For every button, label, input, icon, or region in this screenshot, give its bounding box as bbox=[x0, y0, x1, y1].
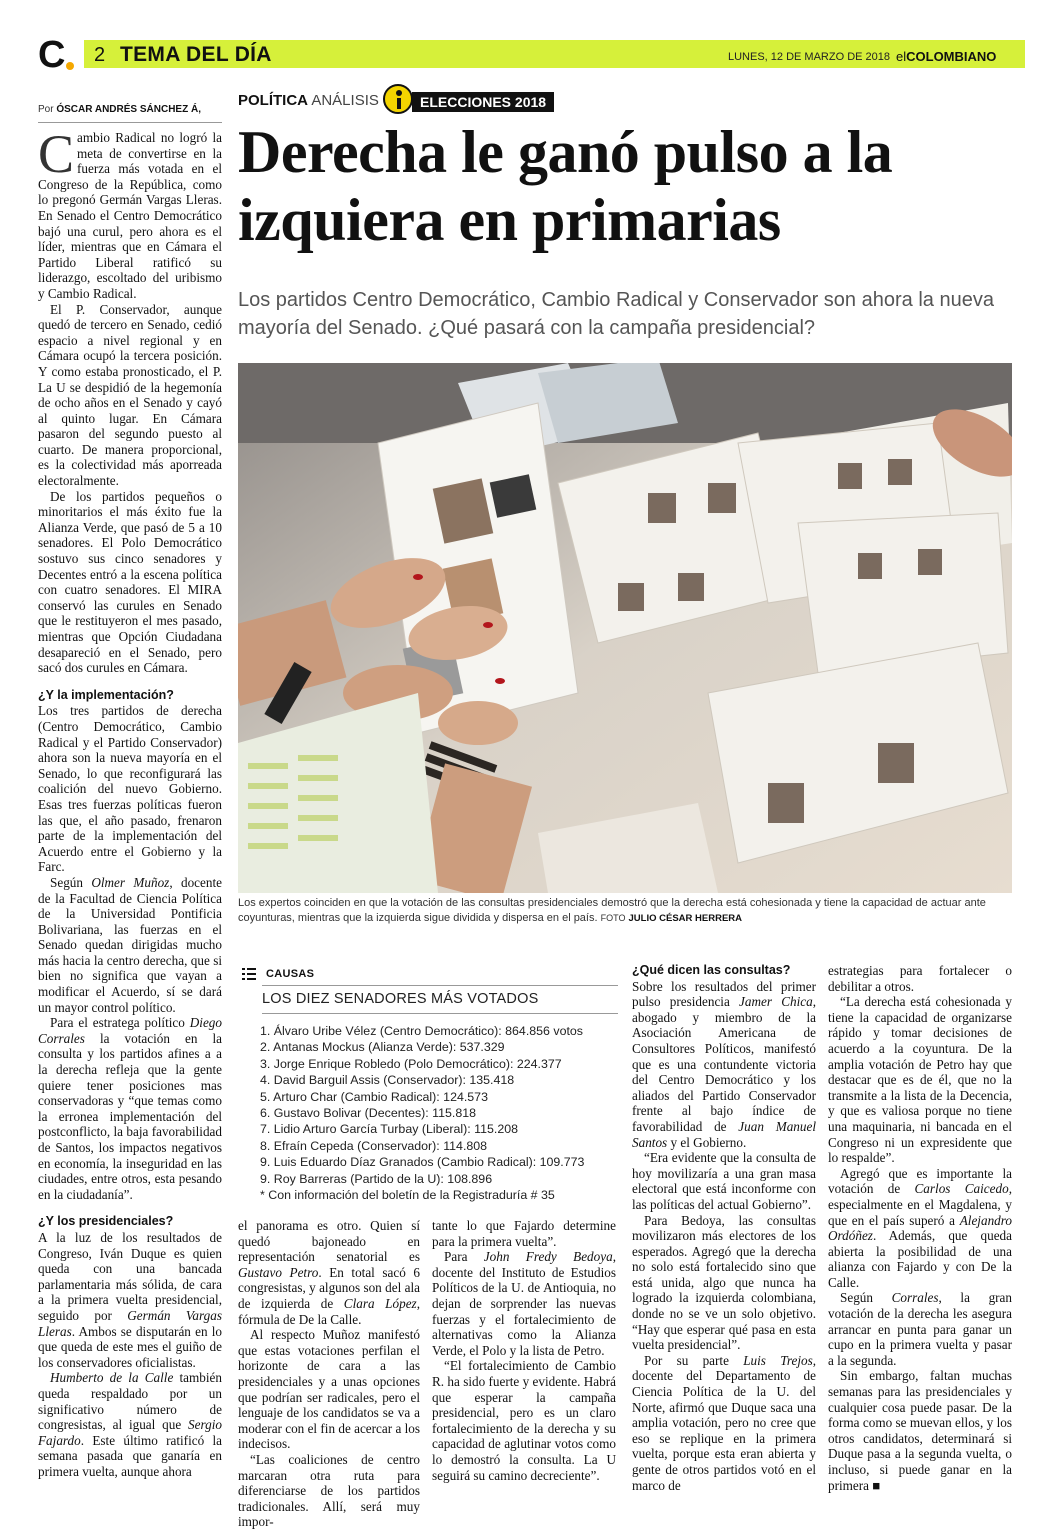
text-run: la votación en la consulta y los partidos afines a a la derecha refleja que la gente quiere tener posiciones mas conservadoras y “que temas como la erronea implementación del postconflicto, la baja favorabilidad de Santos, los impactos negativos en economía, la inseguridad en las ciudades, entre otros, esta pesando en la ciudadanía”. bbox=[38, 1030, 222, 1202]
person-name: Humberto de la Calle bbox=[50, 1370, 174, 1386]
photo-caption bbox=[238, 896, 1016, 926]
logo-dot-icon bbox=[66, 62, 74, 70]
text-run: , docente del Departamento de Ciencia Política de la U. del Norte, afirmó que Duque saca una amplia votación, pero no cree que eso se replique en la primera vuelta, porque esta eran abierta y gente de otros partidos votó en el marco de bbox=[632, 1352, 817, 1493]
byline-prefix: Por bbox=[38, 104, 54, 115]
list-footnote: * Con información del boletín de la Registraduría # 35 bbox=[260, 1188, 555, 1203]
kicker-section: POLÍTICA bbox=[238, 92, 308, 109]
text-run: , la gran votación de la derecha les asegura arrancar en punta para ganar un cupo en la primera vuelta y pasar a la segunda. bbox=[828, 1290, 1012, 1368]
list-item: 3. Jorge Enrique Robledo (Polo Democrático): 224.377 bbox=[260, 1056, 562, 1071]
paragraph bbox=[828, 1368, 1012, 1493]
elections-tag: ELECCIONES 2018 bbox=[412, 92, 554, 112]
dek: Los partidos Centro Democrático, Cambio Radical y Conservador son ahora la nueva mayoría del Senado. ¿Qué pasará con la campaña presidencial? bbox=[238, 289, 994, 339]
person-name: Gustavo Petro bbox=[238, 1264, 319, 1280]
text-run: Sobre los resultados del primer pulso presidencia bbox=[632, 978, 816, 1010]
person-name: Sergio Fajardo bbox=[38, 1417, 222, 1448]
paragraph bbox=[38, 124, 222, 302]
byline-author: ÓSCAR ANDRÉS SÁNCHEZ Á, bbox=[56, 104, 201, 115]
text-run: , fórmula de De la Calle. bbox=[238, 1295, 420, 1327]
person-name: John Fredy Bedoya bbox=[483, 1249, 613, 1265]
paragraph bbox=[38, 1370, 222, 1479]
kicker-type: ANÁLISIS bbox=[311, 92, 379, 109]
text-run: . Ambos se disputarán en lo que queda de este mes el guiño de los conservadores oficialistas. bbox=[38, 1323, 222, 1370]
person-name: Juan Manuel Santos bbox=[632, 1118, 816, 1150]
list-item: 8. Efraín Cepeda (Conservador): 114.808 bbox=[260, 1138, 488, 1153]
text-run: Según bbox=[50, 874, 92, 890]
text-run: Por su parte bbox=[644, 1352, 744, 1368]
text-run: Para el estratega político bbox=[50, 1015, 190, 1031]
text-run: . Este último ratificó la semana pasada que ganaría en primera vuelta, aunque ahora bbox=[38, 1432, 222, 1479]
end-mark-icon: ■ bbox=[872, 1477, 881, 1493]
list-item: 4. David Barguil Assis (Conservador): 135.418 bbox=[260, 1073, 515, 1088]
text-run: Agregó que es importante la votación de bbox=[828, 1165, 1012, 1197]
elections-info-icon bbox=[383, 84, 413, 114]
kicker bbox=[238, 92, 379, 109]
text-run: A la luz de los resultados de Congreso, Iván Duque es quien queda con una bancada parlamentaria más sólida, de cara a la primera vuelta presidencial, seguido por bbox=[38, 1229, 222, 1323]
paragraph: Los tres partidos de derecha (Centro Democrático, Cambio Radical y el Partido Conservador) ahora son la nueva mayoría en el Senado, lo que reconfigurará las coalición del nuevo Gobierno. Esas tres fuerzas políticas fueron las que, el año pasado, frenaron parte de la implementación del Acuerdo entre el Gobierno y la Farc. bbox=[38, 703, 222, 875]
text-run: , docente de la Facultad de Ciencia Política de la Universidad Pontificia Bolivariana, las fuerzas en el Senado quedan dirigidas mucho más hacia la centro derecha, que si bien no significa que vayan a modificar el Acuerdo, sí se dará un mayor control político. bbox=[38, 874, 222, 1015]
text-run: , especialmente en el Magdalena, y que en el país superó a bbox=[828, 1181, 1012, 1228]
person-name: Olmer Muñoz bbox=[91, 874, 170, 890]
paragraph: “Las coaliciones de centro marcaran otra ruta para diferenciarse de los partidos tradicionales. Allí, será muy impor- bbox=[238, 1451, 420, 1530]
article-column-5 bbox=[828, 963, 1012, 1493]
issue-date: LUNES, 12 DE MARZO DE 2018 bbox=[728, 51, 891, 63]
subheading: ¿Qué dicen las consultas? bbox=[632, 963, 791, 977]
list-item: 7. Lidio Arturo García Turbay (Liberal): 115.208 bbox=[260, 1122, 519, 1137]
list-item: 2. Antanas Mockus (Alianza Verde): 537.329 bbox=[260, 1040, 505, 1055]
paragraph bbox=[432, 1249, 616, 1358]
paragraph: estrategias para fortalecer o debilitar a otros. bbox=[828, 963, 1012, 994]
person-name: Germán Vargas Lleras bbox=[38, 1307, 222, 1339]
text-run: Para bbox=[444, 1249, 484, 1265]
paragraph-text: ambio Radical no logró la meta de convertirse en la fuerza más votada en el Congreso de la República, como lo pregonó Germán Vargas Lleras. En Senado el Centro Democrático bajó una curul, pero ahora es el líder, mientras que en Cámara el Partido Liberal ratificó su liderazgo, escoltado del uribismo y Cambio Radical. bbox=[38, 130, 222, 301]
paragraph: “Era evidente que la consulta de hoy movilizaría a una gran masa electoral que está inconforme con las políticas del actual Gobierno”. bbox=[632, 1150, 816, 1212]
text-run: el panorama es otro. Quien sí quedó bajoneado en representación senatorial es bbox=[238, 1218, 420, 1265]
brand-name bbox=[896, 49, 996, 64]
paragraph: El P. Conservador, aunque quedó de tercero en Senado, cedió espacio a nivel regional y en Cámara ocupó la tercera posición. Y como estaba pronosticado, el P. La U se despidió de la hegemonía de ocho años en el Senado y cayó al quinto lugar. En Cámara pasaron del segundo puesto al cuarto. De manera proporcional, es la colectividad más aporreada electoralmente. bbox=[38, 301, 222, 489]
paragraph bbox=[38, 1230, 222, 1370]
sidebar-box bbox=[238, 963, 622, 1203]
article-column-2 bbox=[238, 1218, 420, 1530]
article-column-4 bbox=[632, 963, 816, 1493]
paragraph bbox=[632, 1353, 816, 1493]
article-column-3 bbox=[432, 1218, 616, 1483]
headline: Derecha le ganó pulso a la izquiera en primarias bbox=[238, 119, 893, 253]
text-run: Sin embargo, faltan muchas semanas para las presidenciales y cualquier cosa puede pasar. De la forma como se muevan ellos, y los otros candidatos, determinará si Duque pasa a la segunda vuelta, o incluso, si puede ganar en la primera bbox=[828, 1368, 1012, 1493]
text-run: , abogado y miembro de la Asociación Americana de Consultores Políticos, manifestó que es una contundente victoria del Centro Democrático y los aliados del Partido Conservador frente al bajo índice de favorabilidad de bbox=[632, 994, 816, 1134]
article-column-1 bbox=[38, 124, 222, 1479]
newspaper-logo: C bbox=[38, 34, 66, 76]
paragraph bbox=[38, 875, 222, 1015]
caption-credit-name: JULIO CÉSAR HERRERA bbox=[628, 913, 743, 924]
sidebar-title: LOS DIEZ SENADORES MÁS VOTADOS bbox=[262, 991, 539, 1007]
byline-rule bbox=[38, 122, 222, 123]
divider bbox=[262, 1013, 618, 1014]
text-run: también queda respaldado por un significativo número de congresistas, al igual que bbox=[38, 1370, 222, 1433]
page-number: 2 bbox=[94, 44, 106, 66]
list-item: 6. Gustavo Bolivar (Decentes): 115.818 bbox=[260, 1106, 477, 1121]
paragraph: tante lo que Fajardo determine para la primera vuelta”. bbox=[432, 1218, 616, 1249]
paragraph bbox=[238, 1218, 420, 1327]
article-photo bbox=[238, 363, 1012, 893]
subheading: ¿Y los presidenciales? bbox=[38, 1214, 174, 1229]
list-item: 9. Luis Eduardo Díaz Granados (Cambio Radical): 109.773 bbox=[260, 1155, 585, 1170]
person-name: Clara López bbox=[343, 1295, 417, 1311]
paragraph bbox=[38, 1015, 222, 1202]
paragraph: “El fortalecimiento de Cambio R. ha sido fuerte y evidente. Habrá que esperar la campaña presidencial, pero es un claro fortalecimiento de la derecha y su capacidad de aglutinar votos como lo demostró la consulta. La U seguirá su camino decreciente”. bbox=[432, 1358, 616, 1483]
brand-prefix: el bbox=[896, 49, 907, 64]
paragraph bbox=[828, 1166, 1012, 1291]
person-name: Diego Corrales bbox=[38, 1015, 222, 1046]
paragraph: Para Bedoya, las consultas movilizaron más electores de los esperados. Agregó que la derecha no solo está fortalecido sino que está unida, algo que nunca ha logrado la izquierda colombiana, donde no se ve un solo objetivo. “Hay que esperar qué pasa en esta vuelta presidencial”. bbox=[632, 1212, 816, 1353]
person-name: Jamer Chica bbox=[739, 994, 813, 1010]
list-item: 9. Roy Barreras (Partido de la U): 108.896 bbox=[260, 1171, 493, 1186]
paragraph: “La derecha está cohesionada y tiene la capacidad de organizarse rápido y tomar decisiones de acuerdo a la coyuntura. De la amplia votación de Petro hay que destacar que es de él, que no la transmite a la lista de la Decencia, y que es valiosa porque no tiene una maquinaria, ni bancada en el Congreso ni un expresidente que lo respalde”. bbox=[828, 994, 1012, 1166]
paragraph bbox=[632, 979, 816, 1151]
person-name: Carlos Caicedo bbox=[914, 1181, 1009, 1197]
brand-main: COLOMBIANO bbox=[906, 49, 997, 64]
sidebar-label: CAUSAS bbox=[266, 968, 315, 980]
text-run: . Además, que queda abierta la posibilidad de una alianza con Fajardo y con De la Calle. bbox=[828, 1228, 1012, 1290]
list-icon bbox=[242, 967, 256, 981]
list-item: 5. Arturo Char (Cambio Radical): 124.573 bbox=[260, 1089, 488, 1104]
section-title: TEMA DEL DÍA bbox=[120, 43, 272, 66]
person-name: Alejandro Ordóñez bbox=[828, 1212, 1012, 1244]
person-name: Luis Trejos bbox=[743, 1352, 813, 1368]
caption-text: Los expertos coinciden en que la votación de las consultas presidenciales demostró que la derecha está cohesionada y tiene la capacidad de actuar ante coyunturas, mientras que la izquierda sigue dividida y dispersa en el país. bbox=[238, 897, 986, 924]
text-run: y el Gobierno. bbox=[667, 1134, 747, 1150]
text-run: , docente del Instituto de Estudios Políticos de la U. de Antioquia, no dejan de sorprender las nuevas fuerzas y el fortalecimiento de alternativas como la Alianza Verde, el Polo y la lista de Petro. bbox=[432, 1249, 616, 1358]
person-name: Corrales bbox=[891, 1290, 939, 1306]
byline bbox=[38, 104, 201, 115]
subheading: ¿Y la implementación? bbox=[38, 687, 174, 702]
list-item: 1. Álvaro Uribe Vélez (Centro Democrático): 864.856 votos bbox=[260, 1024, 583, 1038]
dropcap: C bbox=[38, 124, 75, 184]
paragraph: De los partidos pequeños o minoritarios el más éxito fue la Alianza Verde, que pasó de 5 a 10 senadores. El Polo Democrático sostuvo sus cinco senadores y Decentes entró a la escena política con cuatro senadores. El MIRA conservó las curules en Senado que le restituyeron el mes pasado, mientras que Opción Ciudadana desapareció en el Senado, pero sacó dos curules en Cámara. bbox=[38, 488, 222, 676]
text-run: Según bbox=[840, 1290, 892, 1306]
paragraph: Al respecto Muñoz manifestó que estas votaciones perfilan el horizonte de cara a las presidenciales y a unas opciones que podrían ser radicales, pero el lenguaje de los candidatos se va a moderar con el fin de acercar a los indecisos. bbox=[238, 1327, 420, 1452]
ballot-counting-photo bbox=[238, 363, 1012, 893]
caption-credit-label: FOTO bbox=[600, 913, 626, 923]
senators-list bbox=[260, 1023, 620, 1203]
paragraph bbox=[828, 1290, 1012, 1368]
divider bbox=[262, 985, 618, 986]
text-run: . En total sacó 6 congresistas, y algunos son del ala de izquierda de bbox=[238, 1264, 420, 1311]
